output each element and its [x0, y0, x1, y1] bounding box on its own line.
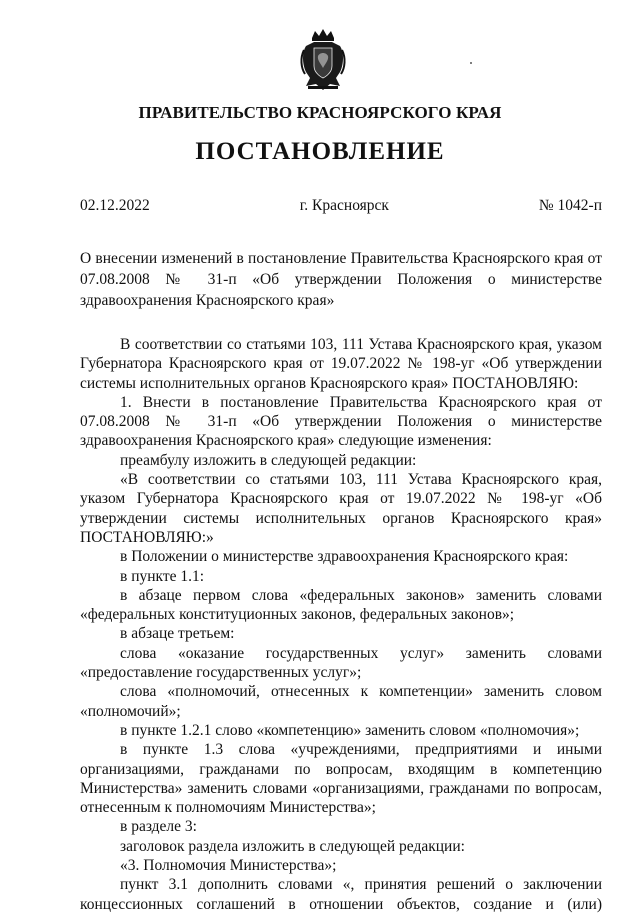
- body-paragraph: слова «оказание государственных услуг» заменить словами «предоставление государственных услуг»;: [80, 644, 602, 682]
- government-title: ПРАВИТЕЛЬСТВО КРАСНОЯРСКОГО КРАЯ: [138, 103, 502, 122]
- coat-of-arms-emblem: [298, 28, 348, 92]
- body-paragraph: 1. Внести в постановление Правительства Красноярского края от 07.08.2008 № 31-п «Об утверждении Положения о министерстве здравоохранения Красноярского края» следующие изменения:: [80, 393, 602, 450]
- body-paragraph: в пункте 1.1:: [120, 567, 205, 585]
- body-paragraph: «В соответствии со статьями 103, 111 Устава Красноярского края, указом Губернатора Красноярского края от 19.07.2022 № 198-уг «Об утверждении системы исполнительных органов Красноярского края» ПОСТАНОВЛЯЮ:»: [80, 471, 602, 546]
- body-paragraph: В соответствии со статьями 103, 111 Устава Красноярского края, указом Губернатора Красноярского края от 19.07.2022 № 198-уг «Об утверждении системы исполнительных органов Красноярского края» ПОСТАНОВЛЯЮ:: [80, 336, 602, 392]
- body-paragraph: заголовок раздела изложить в следующей редакции:: [120, 837, 465, 855]
- body-paragraph: слова «полномочий, отнесенных к компетенции» заменить словом «полномочий»;: [80, 683, 602, 720]
- body-paragraph: в абзаце первом слова «федеральных законов» заменить словами «федеральных конституционных законов, федеральных законов»;: [80, 586, 602, 624]
- body-paragraph: в Положении о министерстве здравоохранения Красноярского края:: [120, 548, 569, 566]
- scan-speck: [470, 62, 472, 64]
- document-date: 02.12.2022: [80, 197, 150, 214]
- body-paragraph: в абзаце третьем:: [120, 625, 235, 643]
- document-city: г. Красноярск: [299, 197, 389, 214]
- document-type-heading: ПОСТАНОВЛЕНИЕ: [195, 138, 445, 165]
- document-subject: О внесении изменений в постановление Правительства Красноярского края от 07.08.2008 № 31-п «Об утверждении Положения о министерстве здравоохранения Красноярского края»: [80, 250, 602, 309]
- body-paragraph: «3. Полномочия Министерства»;: [120, 857, 337, 875]
- body-paragraph: в пункте 1.2.1 слово «компетенцию» заменить словом «полномочия»;: [120, 721, 580, 739]
- body-paragraph: в разделе 3:: [120, 818, 197, 836]
- body-paragraph: пункт 3.1 дополнить словами «, принятия решений о заключении концессионных соглашений в отношении объектов, создание и (или): [80, 876, 602, 913]
- document-body: [80, 335, 602, 914]
- body-paragraph: преамбулу изложить в следующей редакции:: [120, 451, 417, 469]
- document-number: № 1042-п: [538, 197, 602, 214]
- document-meta-row: [80, 197, 602, 215]
- body-paragraph: в пункте 1.3 слова «учреждениями, предприятиями и иными организациями, гражданами по вопросам, входящим в компетенцию Министерства» заменить словами «организациями, гражданами по вопросам, отнесенным к полномочиям Министерства»;: [80, 741, 602, 817]
